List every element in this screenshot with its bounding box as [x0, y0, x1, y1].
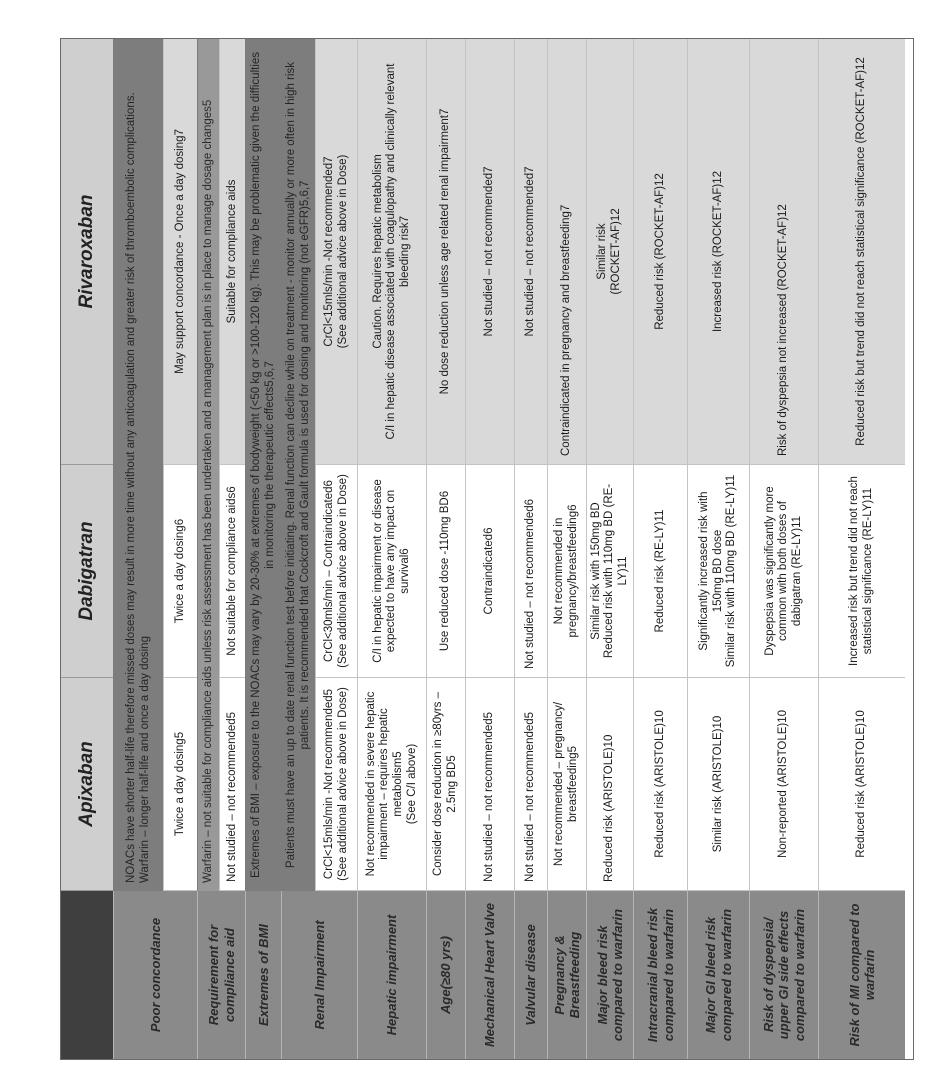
- cell-poor-concordance-rivaroxaban: May support concordance - Once a day dosing7: [163, 39, 197, 465]
- cell-age-apixaban: Consider dose reduction in ≥80yrs – 2.5mg BD5: [426, 678, 465, 891]
- row-label-mi: Risk of MI compared to warfarin: [818, 891, 905, 1059]
- row-label-mechanical-valve: Mechanical Heart Valve: [465, 891, 514, 1059]
- cell-major-bleed-dabigatran: Similar risk with 150mg BD Reduced risk with 110mg BD (RE-LY)11: [586, 465, 633, 678]
- header-corner: [61, 891, 113, 1059]
- cell-mechanical-valve-rivaroxaban: Not studied – not recommended7: [465, 39, 514, 465]
- note-compliance-aid: Warfarin – not suitable for compliance aids unless risk assessment has been undertaken and a management plan is in place to manage dosage changes5: [197, 39, 219, 891]
- cell-poor-concordance-apixaban: Twice a day dosing5: [163, 678, 197, 891]
- cell-mi-dabigatran: Increased risk but trend did not reach statistical significance (RE-LY)11: [818, 465, 905, 678]
- cell-compliance-aid-rivaroxaban: Suitable for compliance aids: [219, 39, 245, 465]
- cell-hepatic-rivaroxaban: Caution. Requires hepatic metabolism C/I in hepatic disease associated with coagulopathy and clinically relevant bleeding risk7: [357, 39, 426, 465]
- cell-major-bleed-rivaroxaban: Similar risk (ROCKET-AF)12: [586, 39, 633, 465]
- row-label-renal: Renal Impairment: [281, 891, 357, 1059]
- cell-dyspepsia-dabigatran: Dyspepsia was significantly more common with both doses of dabigatran (RE-LY)11: [749, 465, 818, 678]
- row-label-age: Age(≥80 yrs): [426, 891, 465, 1059]
- cell-compliance-aid-dabigatran: Not suitable for compliance aids6: [219, 465, 245, 678]
- row-label-hepatic: Hepatic impairment: [357, 891, 426, 1059]
- cell-intracranial-rivaroxaban: Reduced risk (ROCKET-AF)12: [633, 39, 687, 465]
- cell-renal-rivaroxaban: CrCl<15mls/min -Not recommended7 (See additional advice above in Dose): [315, 39, 357, 465]
- row-label-major-bleed: Major bleed risk compared to warfarin: [586, 891, 633, 1059]
- cell-renal-dabigatran: CrCl<30mls/min – Contraindicated6 (See additional advice above in Dose): [315, 465, 357, 678]
- cell-age-rivaroxaban: No dose reduction unless age related renal impairment7: [426, 39, 465, 465]
- cell-gi-bleed-rivaroxaban: Increased risk (ROCKET-AF)12: [687, 39, 749, 465]
- cell-valvular-rivaroxaban: Not studied – not recommended7: [514, 39, 547, 465]
- cell-hepatic-dabigatran: C/I in hepatic impairment or disease expected to have any impact on survival6: [357, 465, 426, 678]
- row-label-valvular: Valvular disease: [514, 891, 547, 1059]
- cell-mechanical-valve-apixaban: Not studied – not recommended5: [465, 678, 514, 891]
- note-renal: Patients must have an up to date renal function test before initiating. Renal function can decline while on treatment - monitor annually or more often in high risk patients. It is recommended that Cockcroft and Gault formula is used for dosing and monitoring (not eGFR)5,6,7: [281, 39, 315, 891]
- row-label-intracranial-bleed: Intracranial bleed risk compared to warfarin: [633, 891, 687, 1059]
- cell-valvular-dabigatran: Not studied – not recommended6: [514, 465, 547, 678]
- cell-pregnancy-rivaroxaban: Contraindicated in pregnancy and breastfeeding7: [547, 39, 586, 465]
- row-label-gi-bleed: Major GI bleed risk compared to warfarin: [687, 891, 749, 1059]
- cell-major-bleed-apixaban: Reduced risk (ARISTOLE)10: [586, 678, 633, 891]
- header-rivaroxaban: Rivaroxaban: [61, 39, 113, 465]
- cell-mi-rivaroxaban: Reduced risk but trend did not reach statistical significance (ROCKET-AF)12: [818, 39, 905, 465]
- cell-gi-bleed-apixaban: Similar risk (ARISTOLE)10: [687, 678, 749, 891]
- cell-renal-apixaban: CrCl<15mls/min -Not recommended5 (See additional advice above in Dose): [315, 678, 357, 891]
- header-dabigatran: Dabigatran: [61, 465, 113, 678]
- cell-intracranial-dabigatran: Reduced risk (RE-LY)11: [633, 465, 687, 678]
- note-poor-concordance: NOACs have shorter half-life therefore missed doses may result in more time without any anticoagulation and greater risk of thromboembolic complications. Warfarin – longer half-life and once a day dosing: [113, 39, 163, 891]
- row-label-compliance-aid: Requirement for compliance aid: [197, 891, 245, 1059]
- cell-gi-bleed-dabigatran: Significantly increased risk with 150mg BD dose Similar risk with 110mg BD (RE-LY)11: [687, 465, 749, 678]
- cell-dyspepsia-apixaban: Non-reported (ARISTOLE)10: [749, 678, 818, 891]
- cell-dyspepsia-rivaroxaban: Risk of dyspepsia not increased (ROCKET-AF)12: [749, 39, 818, 465]
- cell-intracranial-apixaban: Reduced risk (ARISTOLE)10: [633, 678, 687, 891]
- cell-mi-apixaban: Reduced risk (ARISTOLE)10: [818, 678, 905, 891]
- cell-compliance-aid-apixaban: Not studied – not recommended5: [219, 678, 245, 891]
- cell-age-dabigatran: Use reduced dose -110mg BD6: [426, 465, 465, 678]
- row-label-dyspepsia: Risk of dyspepsia/ upper GI side effects compared to warfarin: [749, 891, 818, 1059]
- row-label-poor-concordance: Poor concordance: [113, 891, 197, 1059]
- row-label-pregnancy: Pregnancy & Breastfeeding: [547, 891, 586, 1059]
- cell-mechanical-valve-dabigatran: Contraindicated6: [465, 465, 514, 678]
- cell-pregnancy-apixaban: Not recommended – pregnancy/ breastfeeding5: [547, 678, 586, 891]
- cell-poor-concordance-dabigatran: Twice a day dosing6: [163, 465, 197, 678]
- noac-comparison-table: [60, 38, 914, 1060]
- note-bmi: Extremes of BMI – exposure to the NOACs may vary by 20-30% at extremes of bodyweight (<50 kg or >100-120 kg). This may be problematic given the difficulties in monitoring the therapeutic effects5,6,7: [245, 39, 281, 891]
- row-label-bmi: Extremes of BMI: [245, 891, 281, 1059]
- cell-pregnancy-dabigatran: Not recommended in pregnancy/breastfeeding6: [547, 465, 586, 678]
- cell-hepatic-apixaban: Not recommended in severe hepatic impairment – requires hepatic metabolism5 (See C/I above): [357, 678, 426, 891]
- header-apixaban: Apixaban: [61, 678, 113, 891]
- cell-valvular-apixaban: Not studied – not recommended5: [514, 678, 547, 891]
